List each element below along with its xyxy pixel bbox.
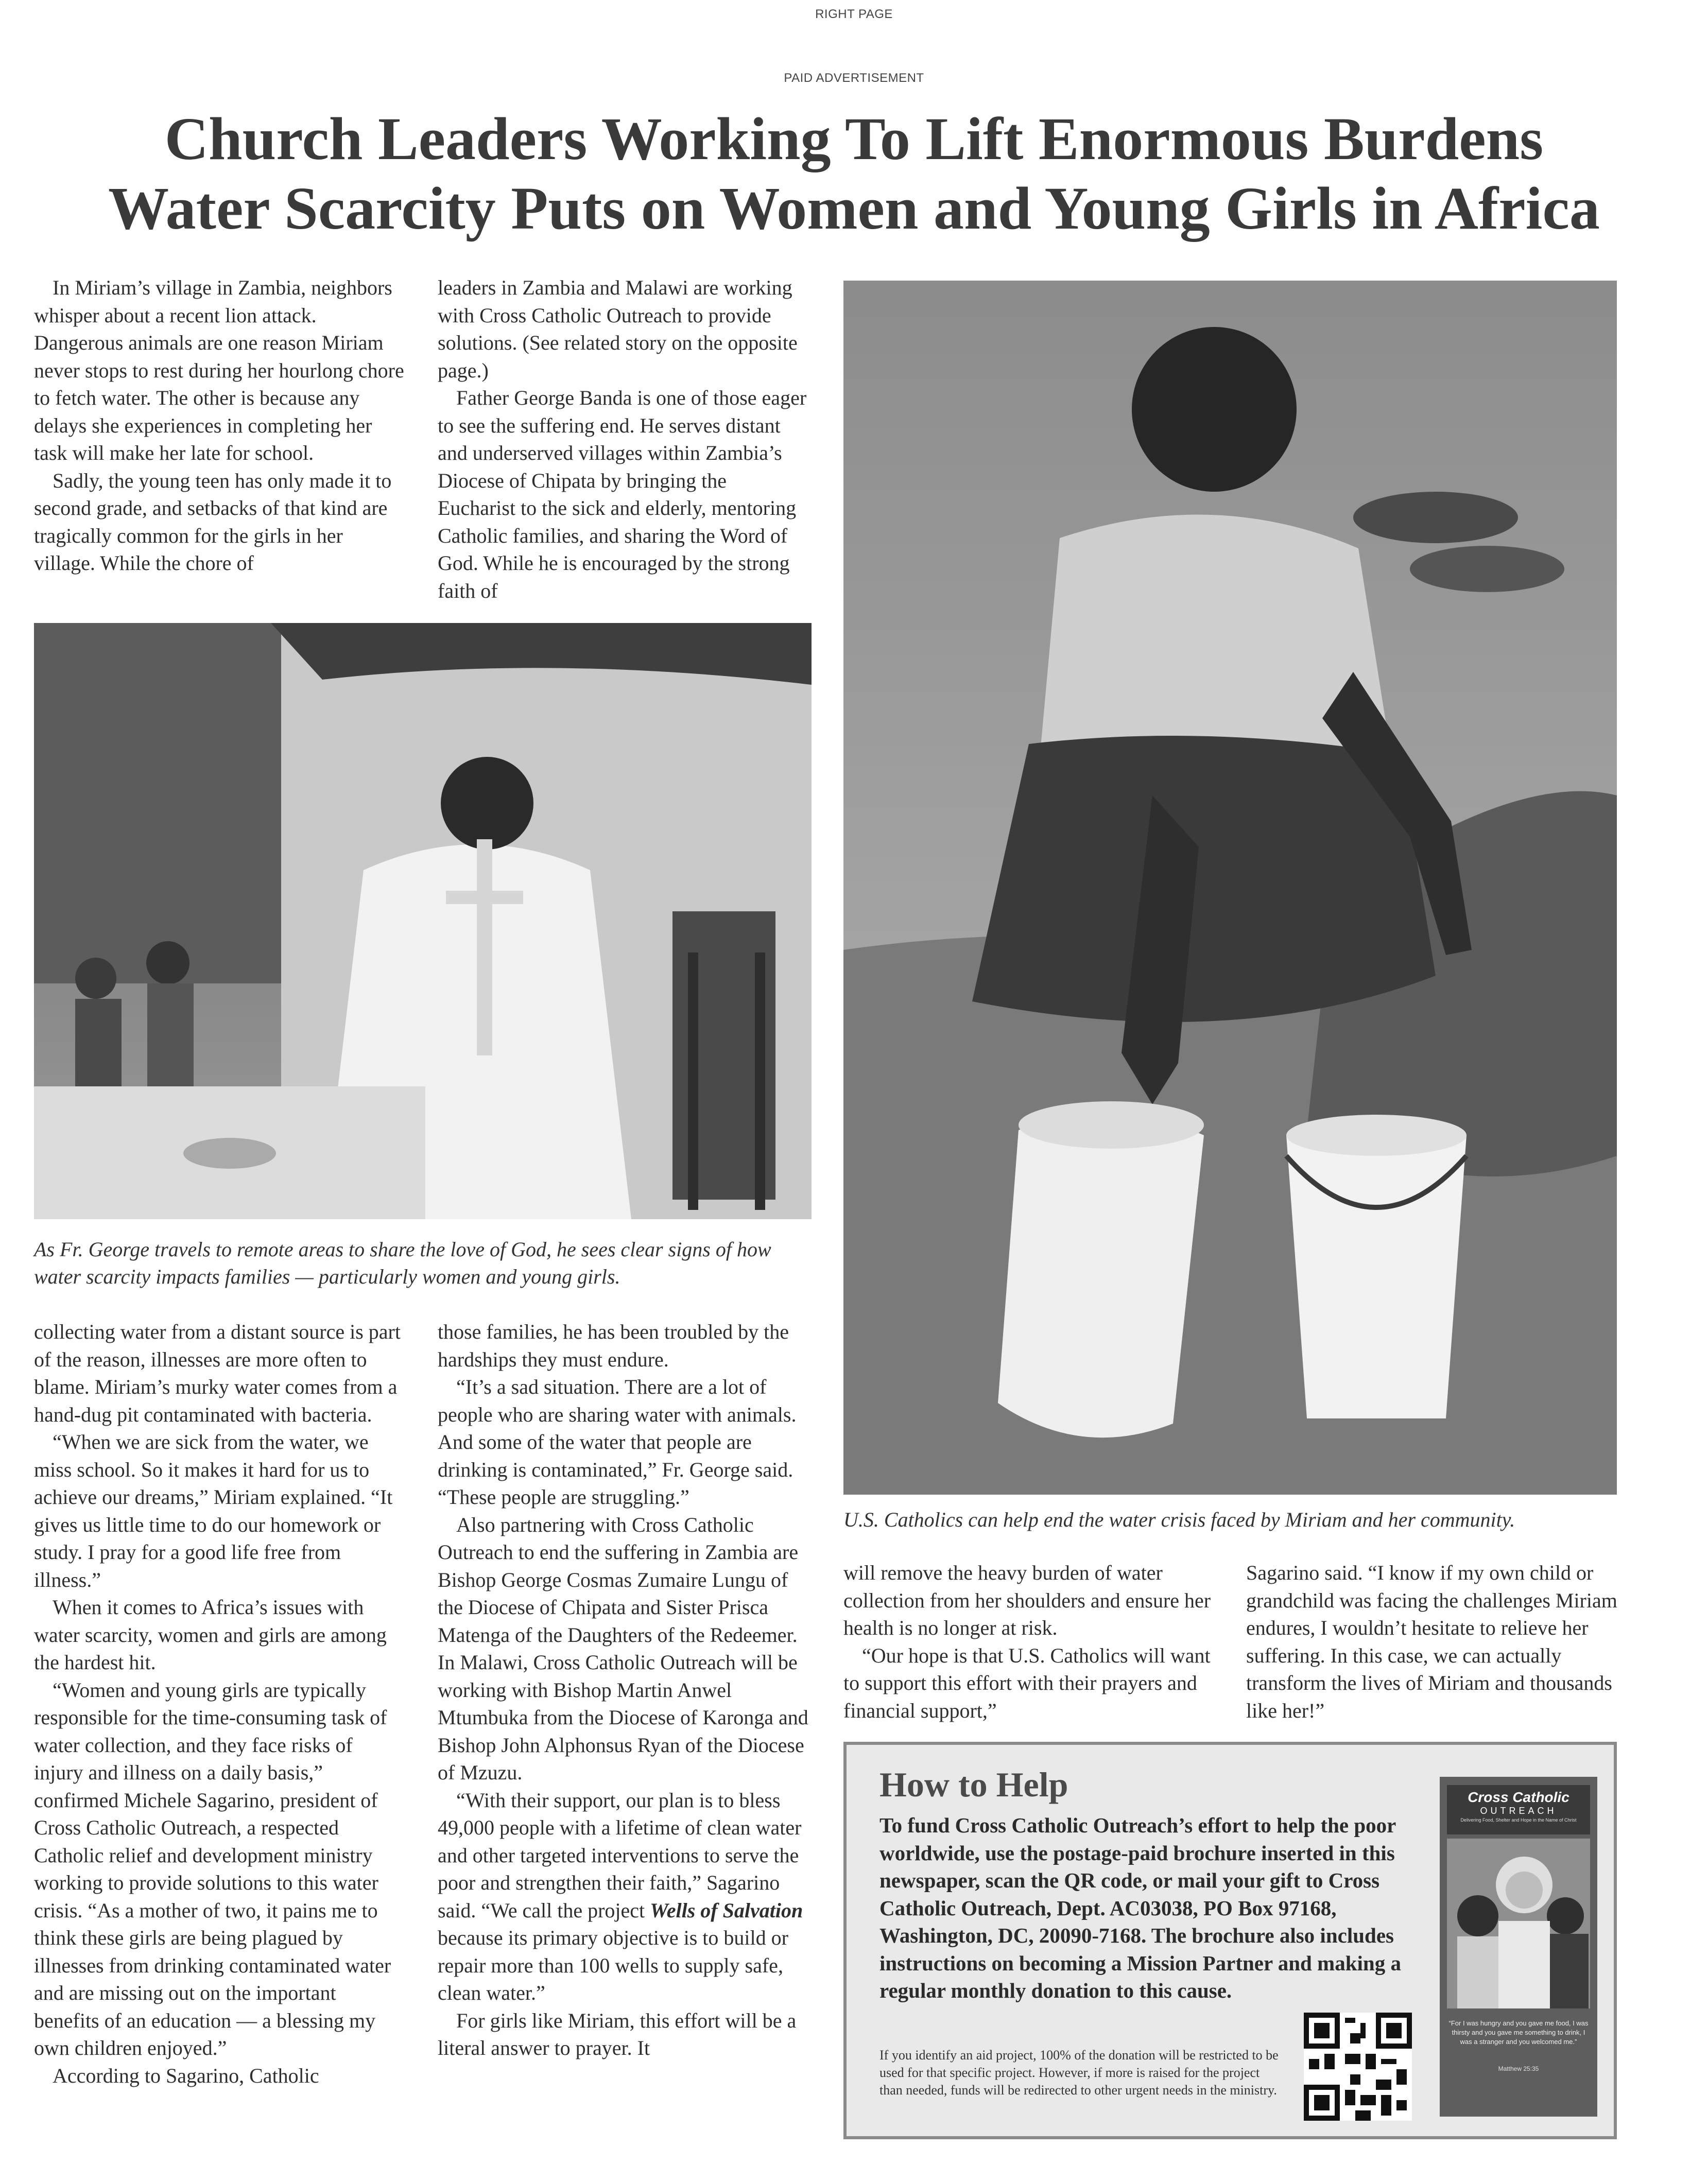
article-column-1-bottom (34, 1318, 405, 2089)
paragraph: For girls like Miriam, this effort will be a literal answer to prayer. It (438, 2008, 797, 2059)
brochure-verse-ref: Matthew 25:35 (1498, 2065, 1539, 2072)
brochure-logo-name: Cross Catholic (1468, 1789, 1569, 1805)
paragraph: those families, he has been troubled by the hardships they must endure. (438, 1320, 789, 1371)
brochure-verse: “For I was hungry and you gave me food, I was thirsty and you gave me something to drink, I was a stranger and you welcomed me.” (1448, 2019, 1589, 2046)
qr-code-icon[interactable] (1304, 2013, 1412, 2121)
brochure-photo (1447, 1839, 1590, 2008)
quote-text: “With their support, our plan is to bless 49,000 people with a lifetime of clean water and other targeted interventions to serve the poor and strengthen their faith,” Sagarino said. “We call the project (438, 1788, 802, 1922)
brochure-image (1440, 1777, 1597, 2117)
paragraph: Sadly, the young teen has only made it to second grade, and setbacks of that kind are tragically common for the girls in her village. While the chore of (34, 469, 392, 575)
quote-text: because its primary objective is to build or repair more than 100 wells to supply safe, clean water.” (438, 1926, 788, 2004)
article-column-2-bottom (438, 1318, 814, 2062)
brochure-tagline: Delivering Food, Shelter and Hope in the Name of Christ (1460, 1817, 1577, 1823)
how-to-help-body: To fund Cross Catholic Outreach’s effort to help the poor worldwide, use the postage-paid brochure inserted in this newspaper, scan the QR code, or mail your gift to Cross Catholic Outreach, Dept. AC03038, PO Box 97168, Washington, DC, 20090-7168. The brochure also includes instructions on becoming a Mission Partner and making a regular monthly donation to this cause. (879, 1813, 1401, 2002)
photo-priest-at-mass (34, 623, 812, 1219)
article-column-3-bottom (843, 1559, 1219, 1724)
article-column-1-top (34, 274, 405, 577)
donation-restriction-note: If you identify an aid project, 100% of the donation will be restricted to be used for that specific project. However, if more is raised for the project than needed, funds will be redirected to other urgent needs in the ministry. (879, 2048, 1279, 2098)
paragraph: According to Sagarino, Catholic (53, 2064, 319, 2087)
paragraph: Sagarino said. “I know if my own child or grandchild was facing the challenges Miriam endures, I wouldn’t hesitate to relieve her suffering. In this case, we can actually transform the lives of Miriam and thousands like her!” (1246, 1561, 1617, 1722)
headline-line-1: Church Leaders Working To Lift Enormous Burdens (164, 105, 1544, 172)
brochure-logo-sub: OUTREACH (1480, 1806, 1557, 1816)
paragraph: When it comes to Africa’s issues with water scarcity, women and girls are among the hardest hit. (34, 1596, 387, 1674)
how-to-help-box (843, 1742, 1617, 2139)
how-to-help-title: How to Help (879, 1765, 1068, 1804)
article-column-2-top (438, 274, 808, 604)
paid-advertisement-label: PAID ADVERTISEMENT (784, 71, 924, 85)
paragraph: “It’s a sad situation. There are a lot of people who are sharing water with animals. And some of the water that people are drinking is contaminated,” Fr. George said. “These people are struggling.” (438, 1375, 797, 1509)
page-side-label: RIGHT PAGE (815, 7, 893, 21)
headline-line-2: Water Scarcity Puts on Women and Young Girls in Africa (108, 175, 1600, 242)
photo-caption-girl: U.S. Catholics can help end the water crisis faced by Miriam and her community. (843, 1508, 1515, 1531)
paragraph: collecting water from a distant source is part of the reason, illnesses are more often to blame. Miriam’s murky water comes from a hand-dug pit contaminated with bacteria. (34, 1320, 401, 1426)
article-column-4-bottom (1246, 1559, 1622, 1724)
paragraph: Also partnering with Cross Catholic Outreach to end the suffering in Zambia are Bishop George Cosmas Zumaire Lungu of the Diocese of Chipata and Sister Prisca Matenga of the Daughters of the Redeemer. In Malawi, Cross Catholic Outreach will be working with Bishop Martin Anwel Mtumbuka from the Diocese of Karonga and Bishop John Alphonsus Ryan of the Diocese of Mzuzu. (438, 1513, 808, 1784)
paragraph: “Women and young girls are typically responsible for the time-consuming task of water collection, and they face risks of injury and illness on a daily basis,” confirmed Michele Sagarino, president of Cross Catholic Outreach, a respected Catholic relief and development ministry working to provide solutions to this water crisis. “As a mother of two, it pains me to think these girls are being plagued by illnesses from drinking contaminated water and are missing out on the important benefits of an education — a blessing my own children enjoyed.” (34, 1678, 391, 2059)
photo-caption-priest: As Fr. George travels to remote areas to share the love of God, he sees clear signs of how water scarcity impacts families — particularly women and young girls. (34, 1238, 771, 1288)
photo-girl-fetching-water (843, 281, 1617, 1495)
girl-photo-illustration (843, 281, 1617, 1495)
paragraph: leaders in Zambia and Malawi are working with Cross Catholic Outreach to provide solutions. (See related story on the opposite page.) (438, 276, 798, 382)
priest-photo-illustration (34, 623, 812, 1219)
paragraph: will remove the heavy burden of water collection from her shoulders and ensure her health is no longer at risk. (843, 1561, 1211, 1639)
brochure-logo (1447, 1785, 1590, 1834)
paragraph: “Our hope is that U.S. Catholics will want to support this effort with their prayers and financial support,” (843, 1643, 1211, 1722)
paragraph: “When we are sick from the water, we miss school. So it makes it hard for us to achieve our dreams,” Miriam explained. “It gives us little time to do our homework or study. I pray for a good life free from illness.” (34, 1430, 393, 1591)
paragraph: Father George Banda is one of those eager to see the suffering end. He serves distant and underserved villages within Zambia’s Diocese of Chipata by bringing the Eucharist to the sick and elderly, mentoring Catholic families, and sharing the Word of God. While he is encouraged by the strong faith of (438, 386, 807, 602)
paragraph (438, 1787, 814, 2007)
project-name: Wells of Salvation (650, 1898, 803, 1922)
paragraph: In Miriam’s village in Zambia, neighbors whisper about a recent lion attack. Dangerous animals are one reason Miriam never stops to rest during her hourlong chore to fetch water. The other is because any delays she experiences in completing her task will make her late for school. (34, 276, 404, 464)
